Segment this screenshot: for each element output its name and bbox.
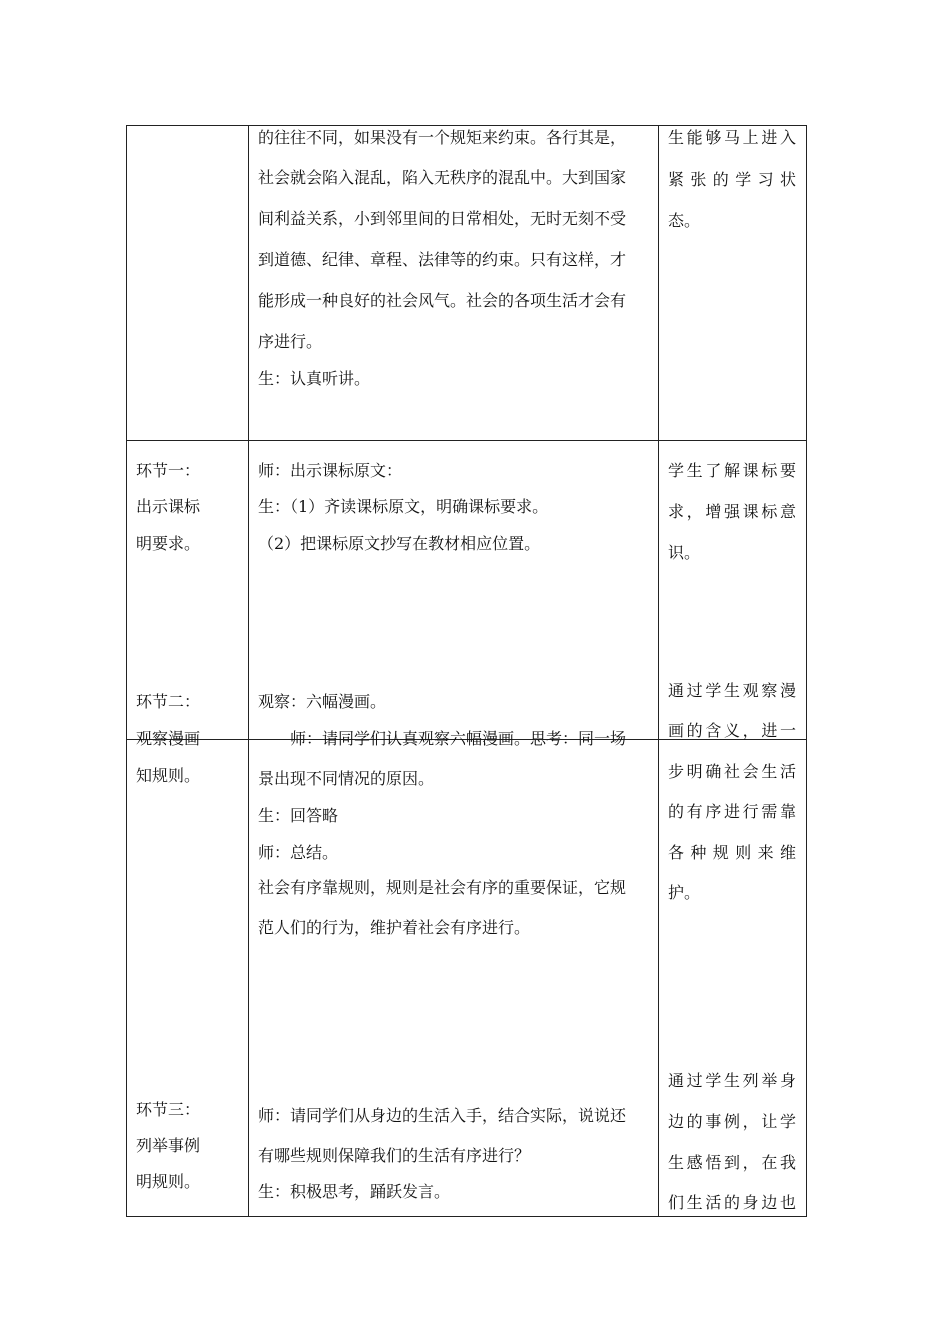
intro-text-line: 间利益关系，小到邻里间的日常相处，无时无刻不受 xyxy=(258,209,627,228)
intro-intent-line: 生能够马上进入 xyxy=(668,128,796,147)
stage-1-label-line: 环节一： xyxy=(136,461,201,480)
stage-2-intent-line: 的有序进行需靠 xyxy=(668,802,796,821)
stage-2-intent-line: 护。 xyxy=(668,883,701,902)
stage-3-intent-line: 边的事例，让学 xyxy=(668,1112,796,1131)
stage-3-intent-line: 们生活的身边也 xyxy=(668,1193,796,1212)
stage-2-intent-line: 通过学生观察漫 xyxy=(668,681,796,700)
stage-2-activity-line: 师：请同学们认真观察六幅漫画。思考：同一场 xyxy=(290,729,627,748)
intro-text-line: 能形成一种良好的社会风气。社会的各项生活才会有 xyxy=(258,291,627,310)
stage-2-activity-line: 社会有序靠规则，规则是社会有序的重要保证，它规 xyxy=(258,878,627,897)
stage-3-activity-line: 有哪些规则保障我们的生活有序进行？ xyxy=(258,1146,531,1165)
intro-text-line: 社会就会陷入混乱，陷入无秩序的混乱中。大到国家 xyxy=(258,168,627,187)
stage-1-label-line: 明要求。 xyxy=(136,534,201,553)
stage-2-activity-line: 观察：六幅漫画。 xyxy=(258,692,387,711)
stage-2-label-line: 环节二： xyxy=(136,692,201,711)
stage-3-intent-line: 通过学生列举身 xyxy=(668,1071,796,1090)
stage-1-intent-line: 求，增强课标意 xyxy=(668,502,796,521)
stage-1-activity-line: 师：出示课标原文： xyxy=(258,461,403,480)
intro-intent-line: 态。 xyxy=(668,211,701,230)
table-left-border xyxy=(126,125,127,1217)
stage-2-intent-line: 画的含义，进一 xyxy=(668,721,796,740)
stage-2-activity-line: 景出现不同情况的原因。 xyxy=(258,769,435,788)
stage-1-activity-line: （2）把课标原文抄写在教材相应位置。 xyxy=(258,534,541,553)
intro-text-line: 序进行。 xyxy=(258,332,323,351)
stage-2-label-line: 观察漫画 xyxy=(136,729,201,748)
stage-2-intent-line: 各种规则来维 xyxy=(668,843,796,862)
stage-3-label-line: 列举事例 xyxy=(136,1136,201,1155)
stage-2-intent-line: 步明确社会生活 xyxy=(668,762,796,781)
stage-3-label-line: 明规则。 xyxy=(136,1172,201,1191)
table-bottom-border xyxy=(126,1216,807,1217)
table-right-border xyxy=(806,125,807,1217)
stage-1-label-line: 出示课标 xyxy=(136,497,201,516)
stage-3-activity-line: 生：积极思考，踊跃发言。 xyxy=(258,1182,451,1201)
table-top-border xyxy=(126,125,807,126)
stage-2-activity-line: 生：回答略 xyxy=(258,806,339,825)
stage-2-activity-line: 范人们的行为，维护着社会有序进行。 xyxy=(258,918,531,937)
intro-text-line: 到道德、纪律、章程、法律等的约束。只有这样，才 xyxy=(258,250,627,269)
row-divider-1 xyxy=(126,440,807,441)
stage-2-label-line: 知规则。 xyxy=(136,766,201,785)
stage-1-intent-line: 识。 xyxy=(668,543,701,562)
intro-text-line: 生：认真听讲。 xyxy=(258,369,371,388)
column-divider-2 xyxy=(658,125,659,1217)
stage-2-activity-line: 师：总结。 xyxy=(258,843,339,862)
column-divider-1 xyxy=(248,125,249,1217)
stage-1-intent-line: 学生了解课标要 xyxy=(668,461,796,480)
stage-1-activity-line: 生：（1）齐读课标原文，明确课标要求。 xyxy=(258,497,549,516)
stage-3-activity-line: 师：请同学们从身边的生活入手，结合实际，说说还 xyxy=(258,1106,627,1125)
intro-text-line: 的往往不同，如果没有一个规矩来约束。各行其是， xyxy=(258,128,627,147)
stage-3-intent-line: 生感悟到，在我 xyxy=(668,1153,796,1172)
intro-intent-line: 紧张的学习状 xyxy=(668,170,796,189)
stage-3-label-line: 环节三： xyxy=(136,1100,201,1119)
